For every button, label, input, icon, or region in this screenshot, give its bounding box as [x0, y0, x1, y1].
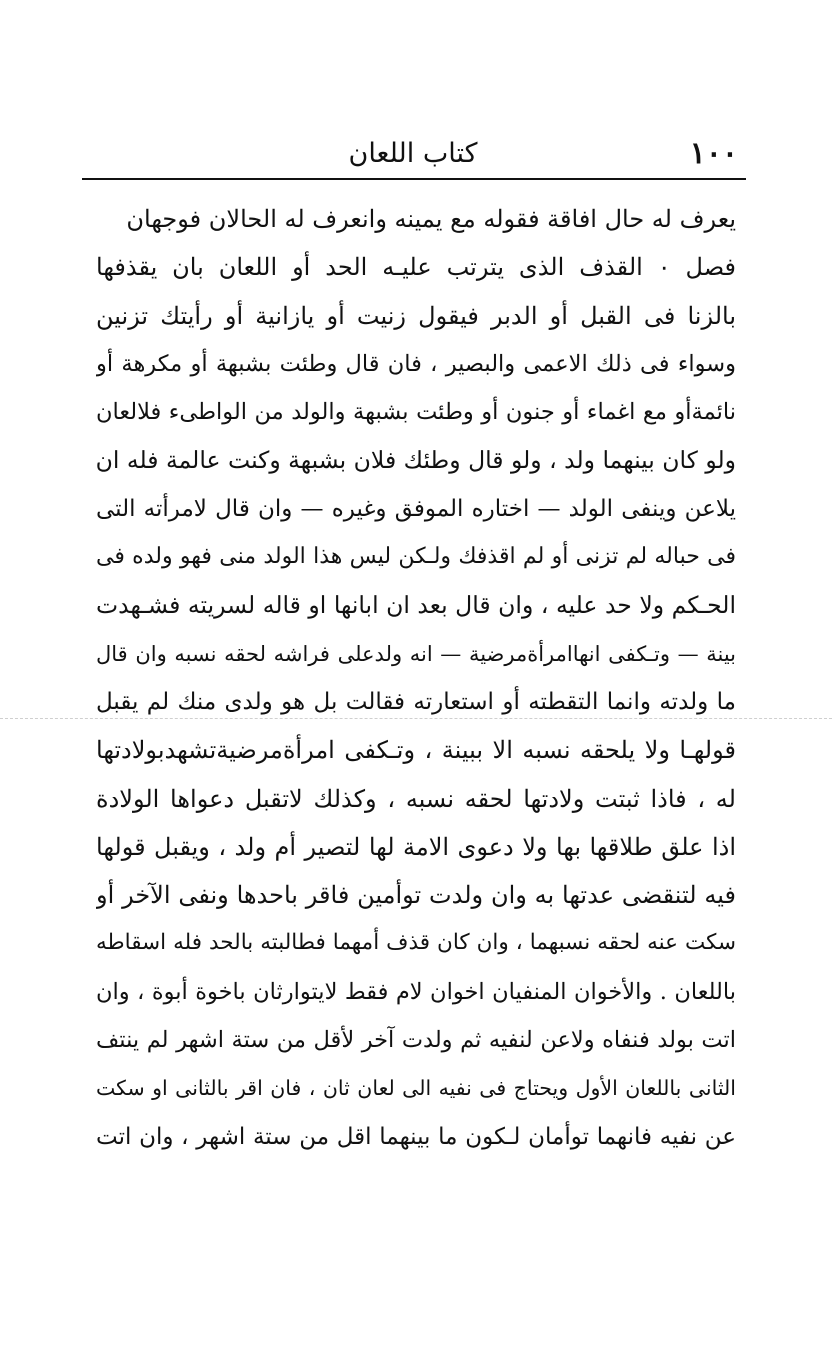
text-line: ولو كان بينهما ولد ، ولو قال وطئك فلان بشبهة وكنت عالمة فله ان: [96, 446, 736, 475]
text-line: بينة — وتـكفى انهاامرأةمرضية — انه ولدعلى فراشه لحقه نسبه وان قال: [96, 641, 736, 666]
running-head: [82, 132, 744, 176]
body-text: [96, 195, 736, 1161]
book-title: كتاب اللعان: [348, 138, 478, 169]
text-line: اذا علق طلاقها بها ولا دعوى الامة لها لتصير أم ولد ، ويقبل قولها: [96, 832, 736, 861]
text-line: بالزنا فى القبل أو الدبر فيقول زنيت أو يازانية أو رأيتك تزنين: [96, 301, 736, 330]
text-line: له ، فاذا ثبتت ولادتها لحقه نسبه ، وكذلك لاتقبل دعواها الولادة: [96, 784, 736, 813]
text-line: اتت بولد فنفاه ولاعن لنفيه ثم ولدت آخر لأقل من ستة اشهر لم ينتف: [96, 1027, 736, 1054]
text-line: باللعان . والأخوان المنفيان اخوان لام فقط لايتوارثان باخوة أبوة ، وان: [96, 978, 736, 1005]
text-line: يعرف له حال افاقة فقوله مع يمينه وانعرف له الحالان فوجهان: [126, 205, 736, 233]
text-line: الحـكم ولا حد عليه ، وان قال بعد ان ابانها او قاله لسريته فشـهدت: [96, 591, 736, 620]
text-line: قولهـا ولا يلحقه نسبه الا ببينة ، وتـكفى امرأةمرضيةتشهدبولادتها: [96, 736, 736, 765]
text-line: الثانى باللعان الأول ويحتاج فى نفيه الى لعان ثان ، فان اقر بالثانى او سكت: [96, 1076, 736, 1101]
text-line: فى حباله لم تزنى أو لم اقذفك ولـكن ليس هذا الولد منى فهو ولده فى: [96, 544, 736, 570]
text-line: فصل ۰ القذف الذى يترتب عليـه الحد أو اللعان بان يقذفها: [96, 253, 736, 282]
text-line: يلاعن وينفى الولد — اختاره الموفق وغيره — وان قال لامرأته التى: [96, 495, 736, 522]
text-line: سكت عنه لحقه نسبهما ، وان كان قذف أمهما فطالبته بالحد فله اسقاطه: [96, 930, 736, 956]
page-number: ١٠٠: [689, 136, 738, 171]
header-rule: [82, 178, 746, 180]
text-line: ما ولدته وانما التقطته أو استعارته فقالت بل هو ولدى منك لم يقبل: [96, 688, 736, 715]
text-line: نائمةأو مع اغماء أو جنون أو وطئت بشبهة والولد من الواطىء فلالعان: [96, 399, 736, 426]
text-line: عن نفيه فانهما توأمان لـكون ما بينهما اقل من ستة اشهر ، وان اتت: [96, 1123, 736, 1150]
text-line: فيه لتنقضى عدتها به وان ولدت توأمين فاقر باحدها ونفى الآخر أو: [96, 881, 736, 910]
text-line: وسواء فى ذلك الاعمى والبصير ، فان قال وطئت بشبهة أو مكرهة أو: [96, 350, 736, 377]
